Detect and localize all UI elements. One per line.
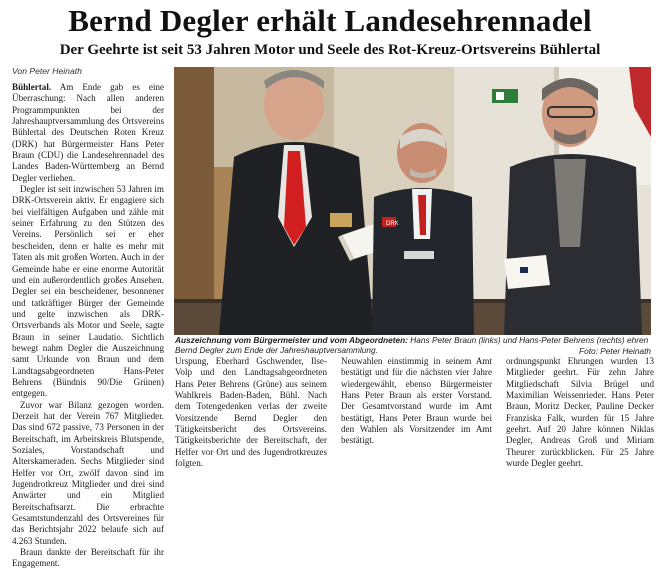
news-photo	[174, 67, 651, 335]
caption-lead: Auszeichnung vom Bürgermeister und vom Abgeordneten:	[175, 335, 408, 345]
article-column-2	[175, 356, 327, 469]
byline: Von Peter Heinath	[12, 66, 82, 76]
dateline: Bühlertal.	[12, 82, 52, 92]
paragraph-intro	[12, 82, 164, 184]
article-column-4	[506, 356, 654, 469]
subheadline: Der Geehrte ist seit 53 Jahren Motor und Seele des Rot-Kreuz-Ortsvereins Bühlertal	[59, 42, 601, 58]
paragraph: Braun dankte der Bereitschaft für ihr Engagement.	[12, 547, 164, 569]
paragraph: Urspung, Eberhard Gschwender, Ilse-Volp und den Landtagsabgeordneten Hans Peter Behrens (Grüne) aus seinem Wahlkreis Baden-Baden, Bühl. Nach dem Totengedenken verlas der zweite Vorsitzende Bernd Degler den Tätigkeitsbericht des Ortsvereins. Tätigkeitsberichte der Bereitschaft, der Helfer vor Ort und des Jugendrotkreuzes folgten.	[175, 356, 327, 469]
photo-credit: Foto: Peter Heinath	[579, 345, 651, 356]
headline: Bernd Degler erhält Landesehrennadel	[68, 3, 592, 38]
paragraph: ordnungspunkt Ehrungen wurden 13 Mitglieder geehrt. Für zehn Jahre Mitgliedschaft Silvia Brügel und Maximilian Weissenrieder. Hans Peter Braun, Moritz Decker, Pauline Decker Franziska Falk, wurden für 15 Jahre geehrt. Auf 20 Jahre können Niklas Degler, Andreas Groß und Miriam Theurer zurückblicken. Für 25 Jahre wurde Degler geehrt.	[506, 356, 654, 469]
paragraph: Zuvor war Bilanz gezogen worden. Derzeit hat der Verein 767 Mitglieder. Das sind 672 passive, 73 Personen in der Bereitschaft, im Arbeitskreis Blutspende, Soziales, Vorstandschaft und Alterskameraden. Sechs Mitglieder sind Helfer vor Ort, zwölf davon sind im Jugendrotkreuz Mitglieder und drei sind Anwärter und ein Mitglied Bereitschaftsarzt. Die erbrachte Gesamtstundenzahl des Ortsvereines für das Berichtsjahr 2022 belaufe sich auf 4.263 Stunden.	[12, 399, 164, 546]
article-column-3	[341, 356, 492, 446]
caption-text: Hans Peter Braun (links) und Hans-Peter Behrens (rechts) ehren Bernd Degler zum Ende der Jahreshauptversammlung.	[175, 335, 649, 355]
article-column-1	[12, 82, 164, 569]
paragraph: Neuwahlen einstimmig in seinem Amt bestätigt und für die nächsten vier Jahre wiedergewählt, ebenso Bürgermeister Hans Peter Braun als erster Vorstand. Der Gesamtvorstand wurde im Amt bestätigt, Hans Peter Braun wurde bei den Wahlen als Vorsitzender im Amt bestätigt.	[341, 356, 492, 446]
photo-illustration	[174, 67, 651, 335]
paragraph-intro-text: Am Ende gab es eine Überraschung: Nach allen anderen Programmpunkten bei der Jahreshauptversammlung des Ortsvereins Bühlertal des Deutschen Roten Kreuz (DRK) hat Bürgermeister Hans Peter Braun (CDU) die Landesehrennadel des Landes Baden-Württemberg an Bernd Degler verliehen.	[12, 82, 164, 183]
drk-badge-text: DRK	[386, 221, 399, 227]
paragraph: Degler ist seit inzwischen 53 Jahren im DRK-Ortsverein aktiv. Er engagiere sich bei vielfältigen Aufgaben und zähle mit seiner Erfahrung zu den Stützen des Vereins. Persönlich sei er eher bescheiden, denn er halte es mehr mit Taten als mit großen Worten. Auch in der Gemeinde habe er eine enorme Autorität und ein außerordentlich großes Ansehen. Degler sei ein bescheidener, besonnener und tatkräftiger Bürger der Gemeinde und gelte inzwischen als DRK-Ortsverbands als Motor und Seele, sagte Braun in seiner Laudatio. Sichtlich bewegt nahm Degler die Auszeichnung samt Urkunde von Braun und dem Landtagsabgeordneten Hans-Peter Behrens (Bündnis 90/Die Grünen) entgegen.	[12, 184, 164, 399]
